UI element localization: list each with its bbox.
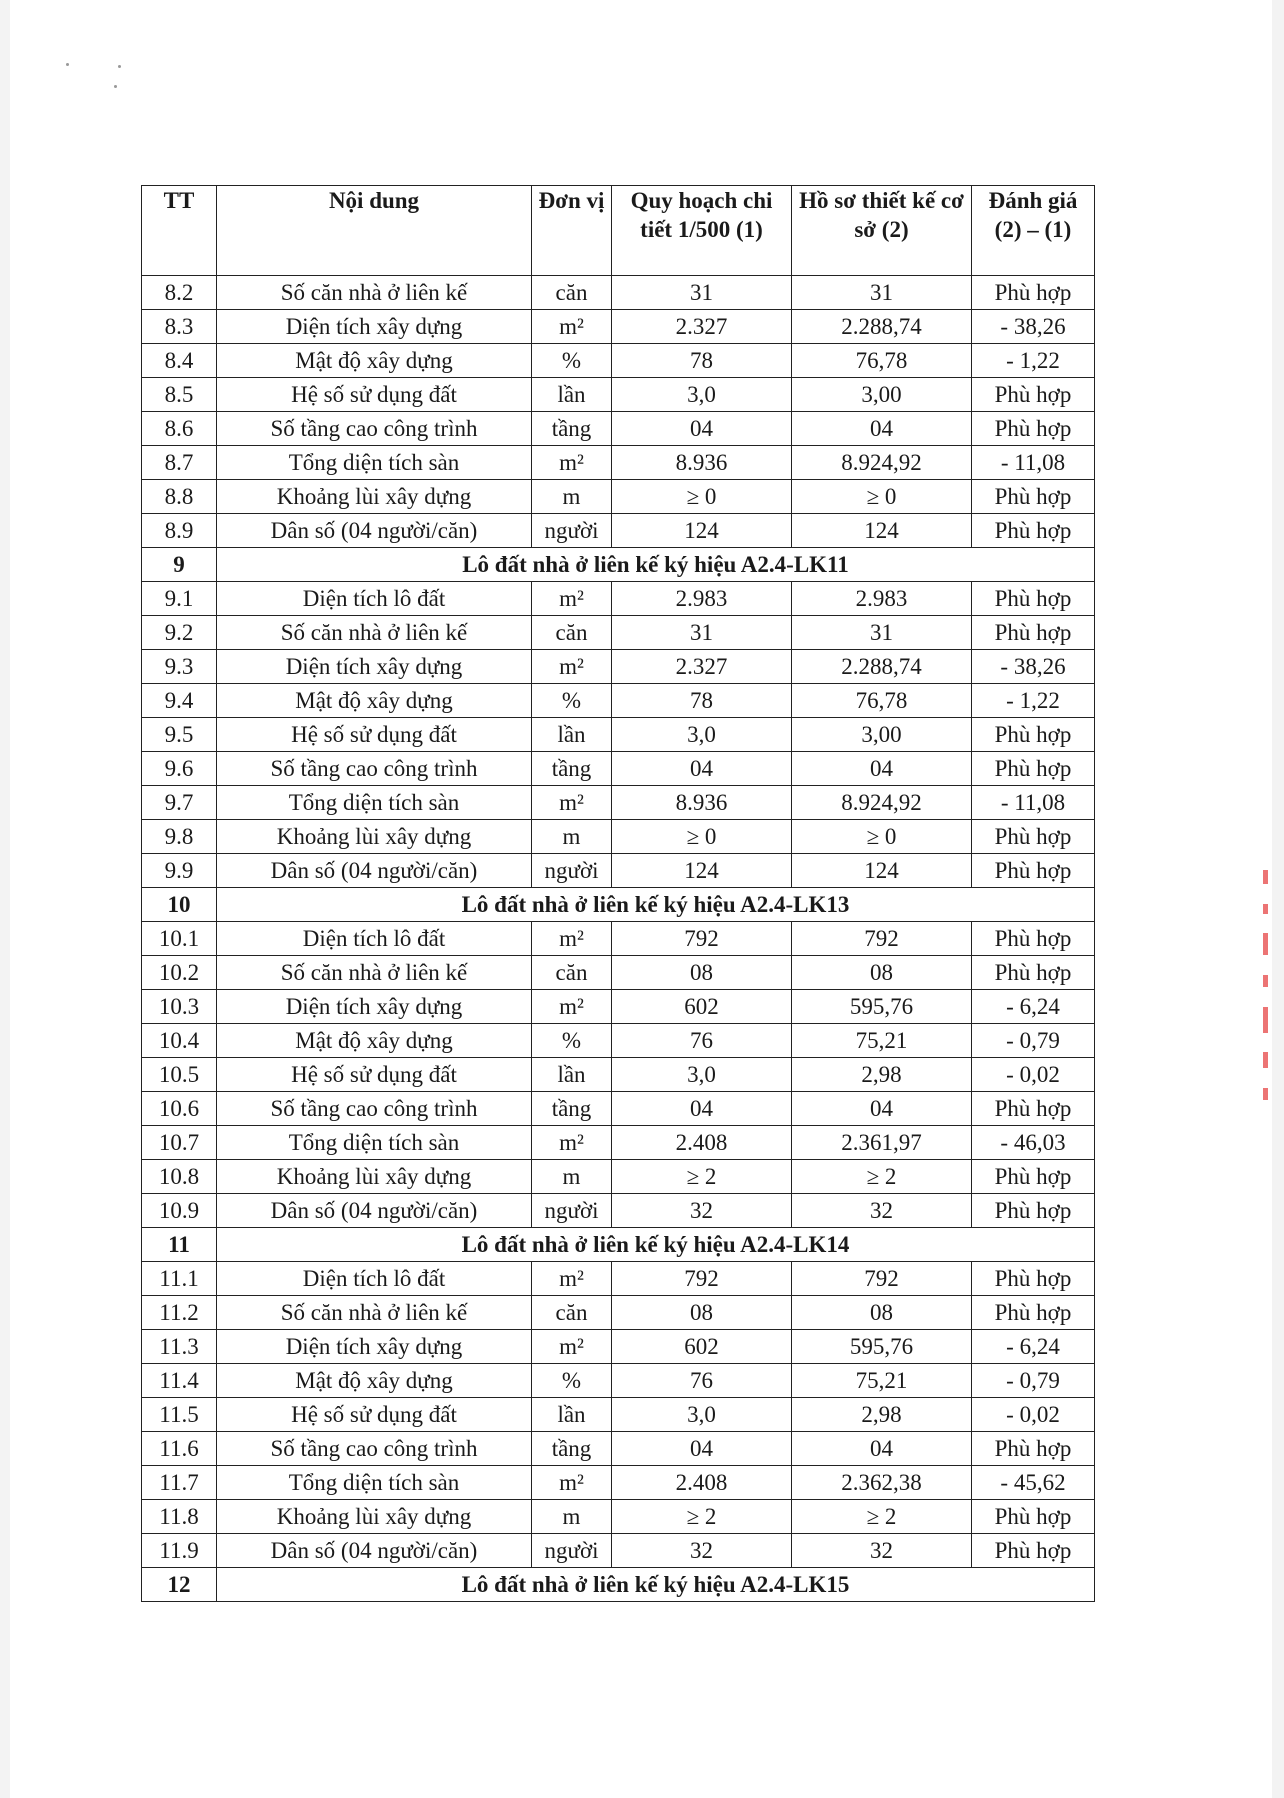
table-row bbox=[142, 1398, 1095, 1432]
cell-tt: 10.5 bbox=[142, 1058, 217, 1092]
cell-design: 08 bbox=[792, 1296, 972, 1330]
cell-plan: 04 bbox=[612, 1432, 792, 1466]
cell-content: Số căn nhà ở liên kế bbox=[217, 1296, 532, 1330]
table-row bbox=[142, 1058, 1095, 1092]
cell-content: Tổng diện tích sàn bbox=[217, 446, 532, 480]
cell-tt: 8.7 bbox=[142, 446, 217, 480]
cell-content: Số tầng cao công trình bbox=[217, 412, 532, 446]
cell-tt: 11.3 bbox=[142, 1330, 217, 1364]
cell-content: Dân số (04 người/căn) bbox=[217, 1534, 532, 1568]
cell-plan: 2.327 bbox=[612, 650, 792, 684]
cell-design: 76,78 bbox=[792, 684, 972, 718]
cell-design: 31 bbox=[792, 616, 972, 650]
table-row bbox=[142, 582, 1095, 616]
cell-tt: 10.8 bbox=[142, 1160, 217, 1194]
cell-tt: 11.9 bbox=[142, 1534, 217, 1568]
cell-tt: 8.3 bbox=[142, 310, 217, 344]
cell-tt: 9.3 bbox=[142, 650, 217, 684]
cell-tt: 9.7 bbox=[142, 786, 217, 820]
cell-unit: m² bbox=[532, 1262, 612, 1296]
cell-unit: tầng bbox=[532, 1432, 612, 1466]
cell-tt: 9.4 bbox=[142, 684, 217, 718]
cell-plan: 3,0 bbox=[612, 1058, 792, 1092]
cell-eval: Phù hợp bbox=[972, 378, 1095, 412]
cell-eval: Phù hợp bbox=[972, 1296, 1095, 1330]
cell-design: 76,78 bbox=[792, 344, 972, 378]
cell-content: Tổng diện tích sàn bbox=[217, 1466, 532, 1500]
cell-design: 2.288,74 bbox=[792, 650, 972, 684]
section-title: Lô đất nhà ở liên kế ký hiệu A2.4-LK13 bbox=[217, 888, 1095, 922]
cell-unit: m² bbox=[532, 922, 612, 956]
cell-plan: ≥ 0 bbox=[612, 820, 792, 854]
cell-tt: 11.6 bbox=[142, 1432, 217, 1466]
cell-tt: 8.8 bbox=[142, 480, 217, 514]
cell-tt: 9.2 bbox=[142, 616, 217, 650]
cell-eval: - 0,02 bbox=[972, 1058, 1095, 1092]
cell-eval: - 46,03 bbox=[972, 1126, 1095, 1160]
cell-tt: 9.1 bbox=[142, 582, 217, 616]
cell-eval: - 1,22 bbox=[972, 684, 1095, 718]
cell-unit: tầng bbox=[532, 752, 612, 786]
cell-unit: tầng bbox=[532, 1092, 612, 1126]
cell-eval: - 38,26 bbox=[972, 650, 1095, 684]
table-row bbox=[142, 1194, 1095, 1228]
cell-plan: 78 bbox=[612, 344, 792, 378]
table-row bbox=[142, 820, 1095, 854]
section-row bbox=[142, 888, 1095, 922]
cell-plan: 31 bbox=[612, 276, 792, 310]
table-row bbox=[142, 1262, 1095, 1296]
cell-content: Mật độ xây dựng bbox=[217, 1024, 532, 1058]
cell-content: Hệ số sử dụng đất bbox=[217, 1398, 532, 1432]
cell-tt: 10.2 bbox=[142, 956, 217, 990]
cell-eval: Phù hợp bbox=[972, 582, 1095, 616]
cell-eval: Phù hợp bbox=[972, 480, 1095, 514]
cell-unit: % bbox=[532, 344, 612, 378]
cell-tt: 10.1 bbox=[142, 922, 217, 956]
section-number: 9 bbox=[142, 548, 217, 582]
cell-unit: m bbox=[532, 1500, 612, 1534]
cell-design: 8.924,92 bbox=[792, 786, 972, 820]
cell-tt: 9.8 bbox=[142, 820, 217, 854]
section-number: 11 bbox=[142, 1228, 217, 1262]
header-design: Hồ sơ thiết kế cơ sở (2) bbox=[792, 186, 972, 276]
table-row bbox=[142, 1432, 1095, 1466]
table-row bbox=[142, 1296, 1095, 1330]
cell-design: 595,76 bbox=[792, 990, 972, 1024]
cell-design: 3,00 bbox=[792, 718, 972, 752]
cell-eval: Phù hợp bbox=[972, 1432, 1095, 1466]
table-row bbox=[142, 514, 1095, 548]
section-title: Lô đất nhà ở liên kế ký hiệu A2.4-LK11 bbox=[217, 548, 1095, 582]
cell-design: 2.288,74 bbox=[792, 310, 972, 344]
cell-eval: - 0,79 bbox=[972, 1024, 1095, 1058]
cell-eval: Phù hợp bbox=[972, 616, 1095, 650]
cell-tt: 8.2 bbox=[142, 276, 217, 310]
cell-content: Hệ số sử dụng đất bbox=[217, 378, 532, 412]
table-row bbox=[142, 684, 1095, 718]
cell-content: Số tầng cao công trình bbox=[217, 1092, 532, 1126]
cell-tt: 8.6 bbox=[142, 412, 217, 446]
cell-unit: % bbox=[532, 684, 612, 718]
table-row bbox=[142, 310, 1095, 344]
cell-unit: m bbox=[532, 1160, 612, 1194]
cell-plan: 602 bbox=[612, 990, 792, 1024]
table-row bbox=[142, 1364, 1095, 1398]
cell-tt: 11.4 bbox=[142, 1364, 217, 1398]
cell-content: Hệ số sử dụng đất bbox=[217, 1058, 532, 1092]
cell-eval: - 6,24 bbox=[972, 990, 1095, 1024]
cell-plan: 78 bbox=[612, 684, 792, 718]
cell-plan: 08 bbox=[612, 1296, 792, 1330]
cell-tt: 8.4 bbox=[142, 344, 217, 378]
cell-design: 124 bbox=[792, 854, 972, 888]
cell-tt: 10.9 bbox=[142, 1194, 217, 1228]
section-row bbox=[142, 1228, 1095, 1262]
cell-design: 8.924,92 bbox=[792, 446, 972, 480]
cell-content: Khoảng lùi xây dựng bbox=[217, 1160, 532, 1194]
cell-unit: tầng bbox=[532, 412, 612, 446]
red-stamp-mark bbox=[1258, 870, 1272, 1100]
cell-plan: 2.408 bbox=[612, 1466, 792, 1500]
cell-tt: 10.7 bbox=[142, 1126, 217, 1160]
cell-plan: ≥ 0 bbox=[612, 480, 792, 514]
cell-unit: m² bbox=[532, 786, 612, 820]
cell-content: Diện tích lô đất bbox=[217, 1262, 532, 1296]
cell-plan: 8.936 bbox=[612, 446, 792, 480]
cell-plan: 08 bbox=[612, 956, 792, 990]
cell-content: Dân số (04 người/căn) bbox=[217, 1194, 532, 1228]
table-row bbox=[142, 276, 1095, 310]
cell-tt: 11.2 bbox=[142, 1296, 217, 1330]
cell-design: 2.361,97 bbox=[792, 1126, 972, 1160]
cell-unit: m² bbox=[532, 1126, 612, 1160]
cell-eval: Phù hợp bbox=[972, 1262, 1095, 1296]
cell-eval: Phù hợp bbox=[972, 1092, 1095, 1126]
cell-plan: 8.936 bbox=[612, 786, 792, 820]
cell-eval: - 0,02 bbox=[972, 1398, 1095, 1432]
table-body bbox=[142, 276, 1095, 1602]
cell-unit: căn bbox=[532, 276, 612, 310]
table-row bbox=[142, 1466, 1095, 1500]
section-number: 12 bbox=[142, 1568, 217, 1602]
cell-plan: 76 bbox=[612, 1364, 792, 1398]
cell-eval: Phù hợp bbox=[972, 1534, 1095, 1568]
cell-unit: % bbox=[532, 1364, 612, 1398]
table-row bbox=[142, 412, 1095, 446]
cell-design: 31 bbox=[792, 276, 972, 310]
cell-unit: người bbox=[532, 854, 612, 888]
cell-content: Tổng diện tích sàn bbox=[217, 1126, 532, 1160]
cell-content: Khoảng lùi xây dựng bbox=[217, 820, 532, 854]
cell-unit: % bbox=[532, 1024, 612, 1058]
cell-unit: lần bbox=[532, 1398, 612, 1432]
cell-unit: căn bbox=[532, 616, 612, 650]
table-row bbox=[142, 616, 1095, 650]
table-row bbox=[142, 378, 1095, 412]
cell-eval: Phù hợp bbox=[972, 854, 1095, 888]
cell-content: Tổng diện tích sàn bbox=[217, 786, 532, 820]
cell-design: 2.983 bbox=[792, 582, 972, 616]
cell-plan: 32 bbox=[612, 1194, 792, 1228]
cell-unit: người bbox=[532, 514, 612, 548]
cell-tt: 9.9 bbox=[142, 854, 217, 888]
cell-plan: 792 bbox=[612, 922, 792, 956]
cell-unit: m² bbox=[532, 310, 612, 344]
section-row bbox=[142, 1568, 1095, 1602]
cell-content: Mật độ xây dựng bbox=[217, 1364, 532, 1398]
table-row bbox=[142, 990, 1095, 1024]
cell-plan: 32 bbox=[612, 1534, 792, 1568]
cell-unit: lần bbox=[532, 378, 612, 412]
cell-unit: m² bbox=[532, 1330, 612, 1364]
cell-tt: 10.6 bbox=[142, 1092, 217, 1126]
cell-eval: Phù hợp bbox=[972, 514, 1095, 548]
cell-tt: 9.5 bbox=[142, 718, 217, 752]
cell-content: Diện tích xây dựng bbox=[217, 1330, 532, 1364]
cell-content: Diện tích xây dựng bbox=[217, 650, 532, 684]
cell-content: Khoảng lùi xây dựng bbox=[217, 1500, 532, 1534]
cell-design: 3,00 bbox=[792, 378, 972, 412]
cell-unit: m² bbox=[532, 582, 612, 616]
cell-tt: 9.6 bbox=[142, 752, 217, 786]
cell-design: 32 bbox=[792, 1534, 972, 1568]
cell-design: 792 bbox=[792, 922, 972, 956]
cell-eval: Phù hợp bbox=[972, 820, 1095, 854]
section-title: Lô đất nhà ở liên kế ký hiệu A2.4-LK15 bbox=[217, 1568, 1095, 1602]
cell-eval: Phù hợp bbox=[972, 752, 1095, 786]
cell-design: ≥ 0 bbox=[792, 480, 972, 514]
cell-eval: Phù hợp bbox=[972, 922, 1095, 956]
cell-unit: m bbox=[532, 480, 612, 514]
comparison-table bbox=[141, 185, 1095, 1602]
cell-design: 2,98 bbox=[792, 1398, 972, 1432]
table-row bbox=[142, 752, 1095, 786]
cell-tt: 11.8 bbox=[142, 1500, 217, 1534]
cell-design: 792 bbox=[792, 1262, 972, 1296]
table-header-row bbox=[142, 186, 1095, 276]
cell-content: Diện tích xây dựng bbox=[217, 990, 532, 1024]
cell-unit: m² bbox=[532, 990, 612, 1024]
cell-plan: 3,0 bbox=[612, 1398, 792, 1432]
cell-content: Số tầng cao công trình bbox=[217, 752, 532, 786]
header-content: Nội dung bbox=[217, 186, 532, 276]
cell-design: 32 bbox=[792, 1194, 972, 1228]
cell-design: 75,21 bbox=[792, 1364, 972, 1398]
section-row bbox=[142, 548, 1095, 582]
cell-design: 124 bbox=[792, 514, 972, 548]
cell-content: Hệ số sử dụng đất bbox=[217, 718, 532, 752]
header-unit: Đơn vị bbox=[532, 186, 612, 276]
cell-eval: - 45,62 bbox=[972, 1466, 1095, 1500]
header-eval: Đánh giá (2) – (1) bbox=[972, 186, 1095, 276]
cell-plan: ≥ 2 bbox=[612, 1500, 792, 1534]
cell-design: 595,76 bbox=[792, 1330, 972, 1364]
cell-plan: 04 bbox=[612, 1092, 792, 1126]
cell-design: 2,98 bbox=[792, 1058, 972, 1092]
cell-eval: - 38,26 bbox=[972, 310, 1095, 344]
cell-design: 75,21 bbox=[792, 1024, 972, 1058]
cell-eval: Phù hợp bbox=[972, 276, 1095, 310]
table-row bbox=[142, 1160, 1095, 1194]
table-row bbox=[142, 1330, 1095, 1364]
cell-unit: người bbox=[532, 1534, 612, 1568]
table-row bbox=[142, 1126, 1095, 1160]
table-row bbox=[142, 1534, 1095, 1568]
cell-content: Dân số (04 người/căn) bbox=[217, 514, 532, 548]
cell-plan: 602 bbox=[612, 1330, 792, 1364]
cell-design: ≥ 0 bbox=[792, 820, 972, 854]
cell-eval: Phù hợp bbox=[972, 412, 1095, 446]
cell-tt: 8.5 bbox=[142, 378, 217, 412]
header-tt: TT bbox=[142, 186, 217, 276]
cell-tt: 10.4 bbox=[142, 1024, 217, 1058]
cell-unit: căn bbox=[532, 1296, 612, 1330]
cell-design: 04 bbox=[792, 1092, 972, 1126]
cell-eval: - 0,79 bbox=[972, 1364, 1095, 1398]
table-row bbox=[142, 786, 1095, 820]
cell-plan: 792 bbox=[612, 1262, 792, 1296]
cell-design: ≥ 2 bbox=[792, 1500, 972, 1534]
table-row bbox=[142, 1500, 1095, 1534]
cell-plan: 04 bbox=[612, 412, 792, 446]
section-title: Lô đất nhà ở liên kế ký hiệu A2.4-LK14 bbox=[217, 1228, 1095, 1262]
cell-content: Diện tích lô đất bbox=[217, 582, 532, 616]
cell-eval: Phù hợp bbox=[972, 1160, 1095, 1194]
cell-plan: 2.408 bbox=[612, 1126, 792, 1160]
cell-content: Dân số (04 người/căn) bbox=[217, 854, 532, 888]
section-number: 10 bbox=[142, 888, 217, 922]
table-row bbox=[142, 344, 1095, 378]
cell-plan: 3,0 bbox=[612, 378, 792, 412]
cell-plan: 124 bbox=[612, 854, 792, 888]
cell-eval: - 6,24 bbox=[972, 1330, 1095, 1364]
cell-plan: 76 bbox=[612, 1024, 792, 1058]
cell-design: 04 bbox=[792, 752, 972, 786]
cell-content: Số căn nhà ở liên kế bbox=[217, 616, 532, 650]
cell-unit: m² bbox=[532, 446, 612, 480]
table-row bbox=[142, 854, 1095, 888]
cell-content: Khoảng lùi xây dựng bbox=[217, 480, 532, 514]
cell-plan: 2.983 bbox=[612, 582, 792, 616]
cell-tt: 11.7 bbox=[142, 1466, 217, 1500]
cell-content: Diện tích lô đất bbox=[217, 922, 532, 956]
cell-plan: 124 bbox=[612, 514, 792, 548]
cell-tt: 8.9 bbox=[142, 514, 217, 548]
cell-unit: căn bbox=[532, 956, 612, 990]
cell-plan: 04 bbox=[612, 752, 792, 786]
cell-eval: - 11,08 bbox=[972, 446, 1095, 480]
table-row bbox=[142, 650, 1095, 684]
table-row bbox=[142, 480, 1095, 514]
table-row bbox=[142, 922, 1095, 956]
cell-tt: 11.5 bbox=[142, 1398, 217, 1432]
cell-content: Mật độ xây dựng bbox=[217, 684, 532, 718]
cell-plan: 2.327 bbox=[612, 310, 792, 344]
table-row bbox=[142, 446, 1095, 480]
cell-plan: 3,0 bbox=[612, 718, 792, 752]
cell-unit: m² bbox=[532, 1466, 612, 1500]
cell-unit: m bbox=[532, 820, 612, 854]
cell-eval: - 11,08 bbox=[972, 786, 1095, 820]
table-row bbox=[142, 956, 1095, 990]
cell-eval: - 1,22 bbox=[972, 344, 1095, 378]
table-row bbox=[142, 718, 1095, 752]
cell-eval: Phù hợp bbox=[972, 1194, 1095, 1228]
cell-eval: Phù hợp bbox=[972, 1500, 1095, 1534]
cell-tt: 11.1 bbox=[142, 1262, 217, 1296]
cell-design: ≥ 2 bbox=[792, 1160, 972, 1194]
cell-design: 04 bbox=[792, 1432, 972, 1466]
cell-tt: 10.3 bbox=[142, 990, 217, 1024]
cell-design: 2.362,38 bbox=[792, 1466, 972, 1500]
table-row bbox=[142, 1024, 1095, 1058]
cell-plan: ≥ 2 bbox=[612, 1160, 792, 1194]
cell-unit: lần bbox=[532, 1058, 612, 1092]
cell-unit: người bbox=[532, 1194, 612, 1228]
cell-content: Số tầng cao công trình bbox=[217, 1432, 532, 1466]
cell-eval: Phù hợp bbox=[972, 718, 1095, 752]
cell-content: Số căn nhà ở liên kế bbox=[217, 276, 532, 310]
cell-content: Diện tích xây dựng bbox=[217, 310, 532, 344]
cell-design: 08 bbox=[792, 956, 972, 990]
cell-design: 04 bbox=[792, 412, 972, 446]
cell-content: Mật độ xây dựng bbox=[217, 344, 532, 378]
header-plan: Quy hoạch chi tiết 1/500 (1) bbox=[612, 186, 792, 276]
cell-eval: Phù hợp bbox=[972, 956, 1095, 990]
table-row bbox=[142, 1092, 1095, 1126]
cell-unit: lần bbox=[532, 718, 612, 752]
cell-plan: 31 bbox=[612, 616, 792, 650]
cell-unit: m² bbox=[532, 650, 612, 684]
cell-content: Số căn nhà ở liên kế bbox=[217, 956, 532, 990]
